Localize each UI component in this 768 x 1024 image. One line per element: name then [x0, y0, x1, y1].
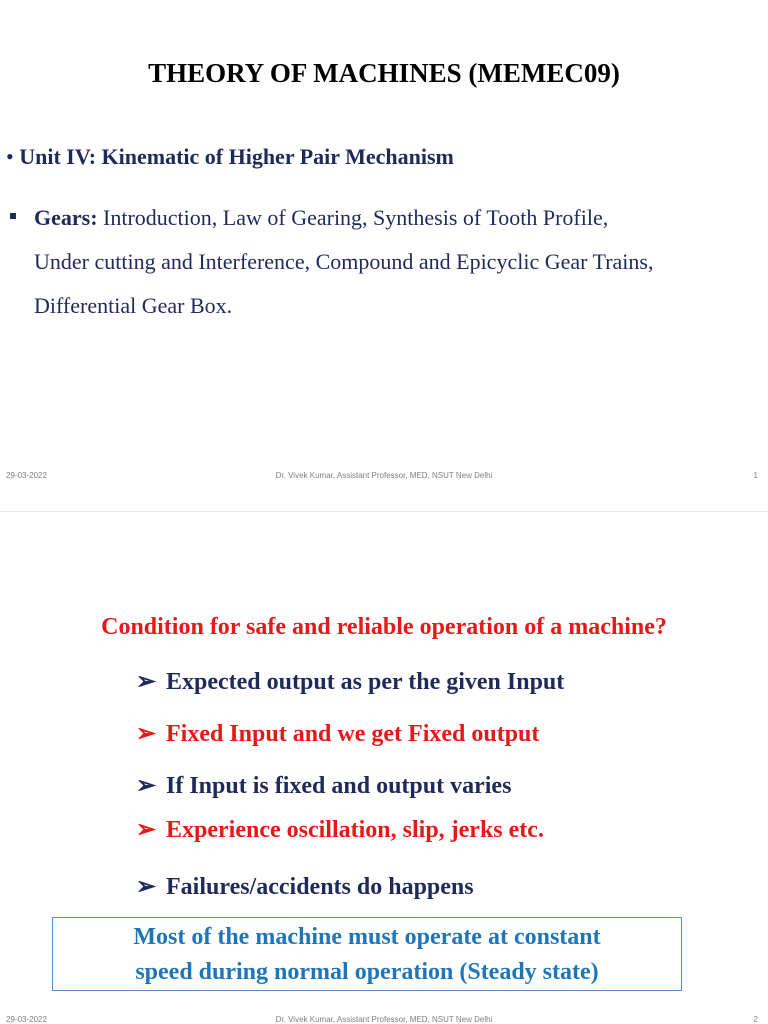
gears-text: Introduction, Law of Gearing, Synthesis of Tooth Profile, — [97, 205, 609, 230]
callout-line-2: speed during normal operation (Steady state) — [135, 959, 599, 985]
bullet-item — [136, 815, 544, 844]
footer-date: 29-03-2022 — [6, 1015, 47, 1024]
square-bullet-icon — [10, 213, 16, 219]
arrow-bullet-icon: ➢ — [136, 721, 157, 747]
footer-date: 29-03-2022 — [6, 471, 47, 480]
gears-label: Gears: — [34, 205, 98, 230]
question-heading: Condition for safe and reliable operation of a machine? — [101, 614, 667, 640]
bullet-text: Failures/accidents do happens — [166, 874, 474, 900]
bullet-text: Fixed Input and we get Fixed output — [166, 721, 540, 747]
gears-bullet — [10, 196, 762, 328]
bullet-text: Expected output as per the given Input — [166, 669, 565, 695]
bullet-dot: • — [6, 144, 14, 169]
arrow-bullet-icon: ➢ — [136, 669, 157, 695]
footer-page-number: 1 — [753, 471, 758, 480]
footer-author: Dr. Vivek Kumar, Assistant Professor, MED, NSUT New Delhi — [275, 1015, 493, 1024]
unit-text: Unit IV: Kinematic of Higher Pair Mechanism — [19, 144, 454, 169]
arrow-bullet-icon: ➢ — [136, 874, 157, 900]
unit-heading — [6, 144, 454, 170]
arrow-bullet-icon: ➢ — [136, 817, 157, 843]
gears-line-2: Under cutting and Interference, Compound and Epicyclic Gear Trains, — [34, 249, 654, 274]
bullet-item — [136, 667, 564, 696]
bullet-item — [136, 771, 511, 800]
bullet-item — [136, 719, 539, 748]
callout-line-1: Most of the machine must operate at constant — [133, 924, 601, 950]
bullet-text: Experience oscillation, slip, jerks etc. — [166, 817, 544, 843]
arrow-bullet-icon: ➢ — [136, 773, 157, 799]
slide-2 — [0, 512, 768, 1024]
gears-line-3: Differential Gear Box. — [34, 293, 233, 318]
steady-state-callout — [52, 917, 682, 991]
footer-page-number: 2 — [753, 1015, 758, 1024]
bullet-item — [136, 872, 474, 901]
gears-line-1 — [10, 196, 762, 240]
footer-author: Dr. Vivek Kumar, Assistant Professor, MED, NSUT New Delhi — [275, 471, 493, 480]
bullet-text: If Input is fixed and output varies — [166, 773, 512, 799]
slide-title: THEORY OF MACHINES (MEMEC09) — [148, 58, 620, 88]
